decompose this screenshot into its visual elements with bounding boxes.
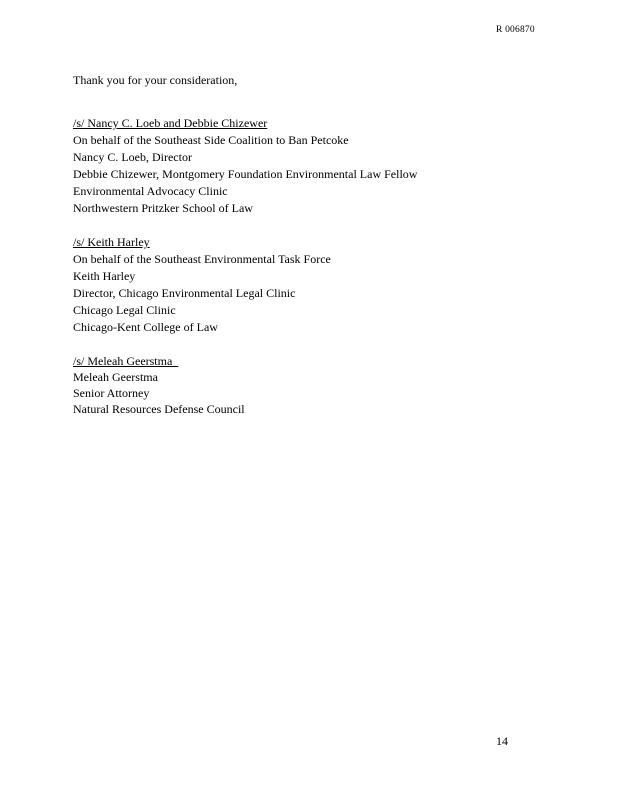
title-line: Director, Chicago Environmental Legal Clinic bbox=[73, 286, 296, 300]
organization-line: Environmental Advocacy Clinic bbox=[73, 184, 228, 198]
signature-line: /s/ Nancy C. Loeb and Debbie Chizewer bbox=[73, 116, 268, 130]
organization-line: Natural Resources Defense Council bbox=[73, 402, 245, 416]
signature-line: /s/ Meleah Geerstma bbox=[73, 354, 179, 368]
organization-line: Chicago-Kent College of Law bbox=[73, 320, 218, 334]
organization-line: Northwestern Pritzker School of Law bbox=[73, 201, 253, 215]
signature-block-harley bbox=[73, 234, 331, 336]
signatory-line: Nancy C. Loeb, Director bbox=[73, 150, 192, 164]
signatory-line: Meleah Geerstma bbox=[73, 370, 158, 384]
signatory-line: Debbie Chizewer, Montgomery Foundation Environmental Law Fellow bbox=[73, 167, 418, 181]
closing-text: Thank you for your consideration, bbox=[73, 73, 238, 87]
organization-line: Chicago Legal Clinic bbox=[73, 303, 176, 317]
signature-block-geerstma bbox=[73, 353, 245, 417]
bates-number: R 006870 bbox=[496, 25, 535, 35]
title-line: Senior Attorney bbox=[73, 386, 150, 400]
signatory-line: Keith Harley bbox=[73, 269, 136, 283]
affiliation-line: On behalf of the Southeast Side Coalition to Ban Petcoke bbox=[73, 133, 349, 147]
page-number: 14 bbox=[496, 734, 508, 748]
signature-block-loeb-chizewer bbox=[73, 115, 417, 217]
signature-line: /s/ Keith Harley bbox=[73, 235, 150, 249]
affiliation-line: On behalf of the Southeast Environmental Task Force bbox=[73, 252, 331, 266]
